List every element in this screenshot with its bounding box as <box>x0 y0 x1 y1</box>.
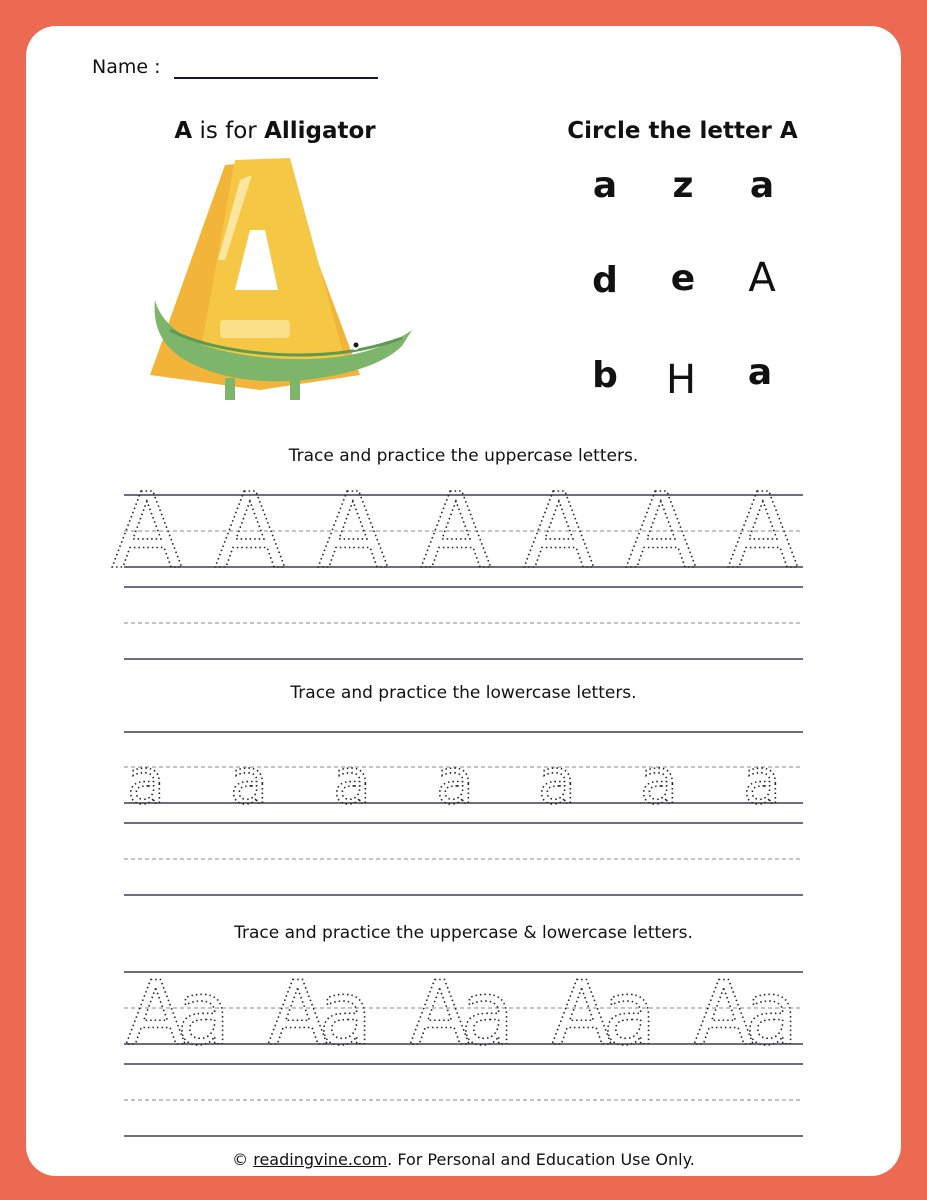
circle-letter[interactable]: A <box>748 255 776 301</box>
trace-letter[interactable]: A <box>625 470 697 592</box>
heading-letter: A <box>174 118 193 144</box>
circle-letter[interactable]: a <box>749 165 775 206</box>
circle-letter[interactable]: e <box>670 258 696 299</box>
lowercase-trace-row <box>127 745 781 818</box>
footer-text: . For Personal and Education Use Only. <box>387 1150 695 1169</box>
trace-letter-pair[interactable]: Aa <box>125 962 231 1065</box>
trace-letter[interactable]: a <box>538 745 576 818</box>
lowercase-section-title: Trace and practice the lowercase letters. <box>290 683 637 703</box>
trace-letter[interactable]: A <box>523 470 595 592</box>
mixed-section-title: Trace and practice the uppercase & lowercase letters. <box>234 923 693 943</box>
trace-letter[interactable]: a <box>333 745 371 818</box>
footer-link[interactable]: readingvine.com <box>253 1150 388 1169</box>
name-label: Name : <box>92 56 161 78</box>
circle-letter[interactable]: d <box>592 260 618 301</box>
trace-letter-pair[interactable]: Aa <box>267 962 373 1065</box>
circle-letter[interactable]: a <box>592 165 618 206</box>
circle-letter[interactable]: b <box>592 355 618 396</box>
trace-letter-pair[interactable]: Aa <box>693 962 799 1065</box>
trace-letter[interactable]: A <box>111 470 183 592</box>
copyright-symbol: © <box>232 1150 249 1169</box>
mixed-trace-row <box>126 962 799 1065</box>
trace-letter-pair[interactable]: Aa <box>551 962 657 1065</box>
uppercase-section-title: Trace and practice the uppercase letters. <box>288 446 639 466</box>
trace-letter[interactable]: a <box>743 745 781 818</box>
uppercase-trace-row <box>111 470 798 592</box>
trace-letter[interactable]: A <box>214 470 286 592</box>
circle-heading: Circle the letter A <box>567 118 798 144</box>
trace-letter[interactable]: a <box>127 745 165 818</box>
circle-letter[interactable]: z <box>672 165 694 206</box>
trace-letter[interactable]: A <box>727 470 799 592</box>
circle-letter[interactable]: a <box>747 352 773 393</box>
trace-letter[interactable]: A <box>420 470 492 592</box>
trace-letter[interactable]: a <box>230 745 268 818</box>
heading-word: Alligator <box>264 118 376 144</box>
trace-letter[interactable]: a <box>640 745 678 818</box>
trace-letter[interactable]: a <box>436 745 474 818</box>
footer <box>0 1150 927 1169</box>
circle-letter[interactable]: H <box>665 357 697 403</box>
trace-letter[interactable]: A <box>317 470 389 592</box>
trace-letter-pair[interactable]: Aa <box>409 962 515 1065</box>
heading-text: is for <box>192 118 265 144</box>
